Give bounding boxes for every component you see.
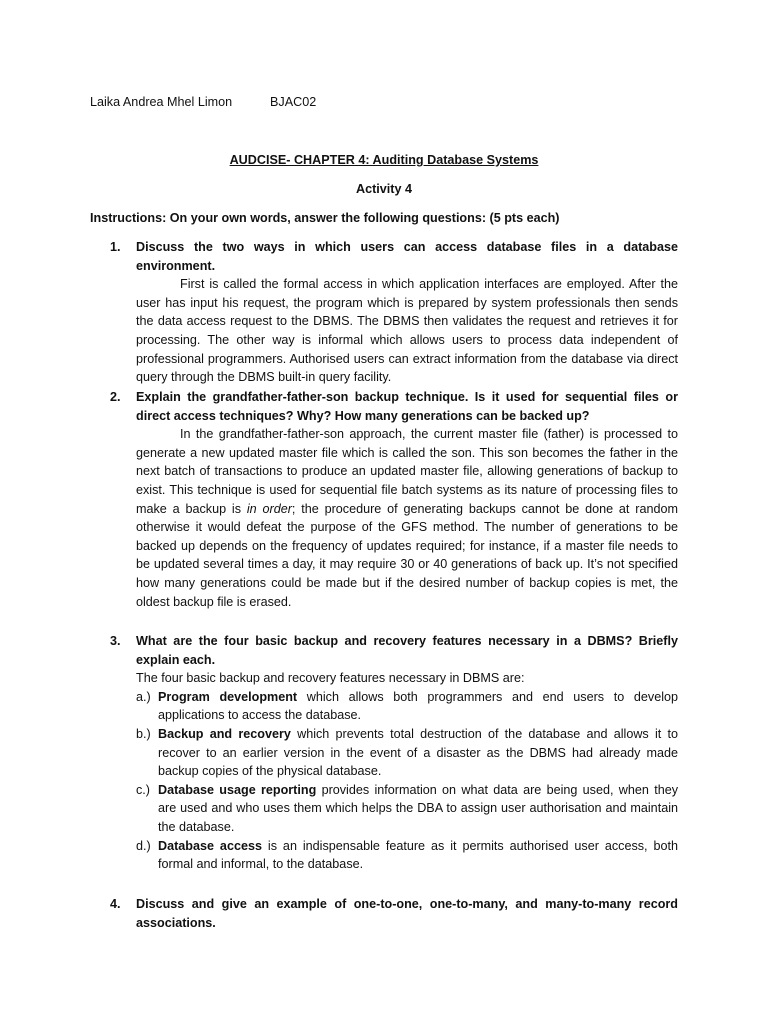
question-4 [110,895,678,932]
feature-item [136,688,678,725]
feature-text: provides information on what data are being used, when they are used and who uses them which helps the DBA to assign user authorisation and maintain the database. [158,782,678,834]
feature-term: Program development [158,689,298,704]
question-1 [110,238,678,387]
feature-term: Database access [158,838,262,853]
answer-body: First is called the formal access in which application interfaces are employed. After the user has input his request, the program which is prepared by system professionals then sends the data access request to the DBMS. The DBMS then validates the request and retrieves it for processing. The other way is informal which allows users to process data independent of professional programmers. Authorised users can extract information from the database via direct query through the DBMS built-in query facility. [136,277,678,385]
feature-letter: d.) [136,838,151,853]
feature-letter: b.) [136,726,151,741]
feature-text: which allows both programmers and end users to develop applications to access the database. [158,689,679,723]
answer-intro: The four basic backup and recovery features necessary in DBMS are: [136,671,525,686]
activity-heading: Activity 4 [356,182,412,196]
question-2 [110,388,678,611]
question-text: Discuss and give an example of one-to-one, one-to-many, and many-to-many record associations. [136,897,678,930]
feature-term: Backup and recovery [158,726,291,741]
question-number: 4. [110,897,121,911]
question-text: Discuss the two ways in which users can access database files in a database environment. [136,240,678,273]
question-number: 1. [110,240,121,254]
section-code: BJAC02 [270,95,317,109]
feature-item [136,781,678,837]
feature-term: Database usage reporting [158,782,317,797]
answer-emphasis: in order [246,501,292,516]
answer-body-part2: ; the procedure of generating backups cannot be done at random otherwise it would defeat the purpose of the GFS method. The number of generations to be backed up depends on the frequency of updates required; for instance, if a master file needs to be updated several times a day, it may require 30 or 40 generations of back up. It’s not specified how many generations could be made but if the desired number of backup copies is met, the oldest backup file is erased. [136,501,678,609]
feature-text: which prevents total destruction of the database and allows it to recover to an earlier version in the event of a disaster as the DBMS had already made backup copies of the physical database. [158,726,678,779]
question-text: Explain the grandfather-father-son backup technique. Is it used for sequential files or direct access techniques? Why? How many generations can be backed up? [136,390,678,423]
student-name: Laika Andrea Mhel Limon [90,95,233,109]
question-number: 3. [110,634,121,648]
question-text: What are the four basic backup and recovery features necessary in a DBMS? Briefly explain each. [136,634,678,667]
header-line [90,93,690,112]
document-title: AUDCISE- CHAPTER 4: Auditing Database Systems [229,153,539,167]
instructions: Instructions: On your own words, answer the following questions: (5 pts each) [90,211,560,225]
answer-body-part1: In the grandfather-father-son approach, the current master file (father) is processed to generate a new updated master file which is called the son. This son becomes the father in the next batch of transactions to produce an updated master file, allowing generations of backup to exist. This technique is used for sequential file batch systems as its nature of processing files to make a backup is [136,427,678,516]
feature-item [136,725,678,781]
feature-text: is an indispensable feature as it permits authorised user access, both formal and informal, to the database. [158,838,678,872]
feature-item [136,837,678,874]
answer-text [136,425,678,611]
question-number: 2. [110,390,121,404]
answer-text [136,275,678,387]
feature-letter: a.) [136,689,151,704]
feature-letter: c.) [136,782,150,797]
question-3 [110,632,678,874]
